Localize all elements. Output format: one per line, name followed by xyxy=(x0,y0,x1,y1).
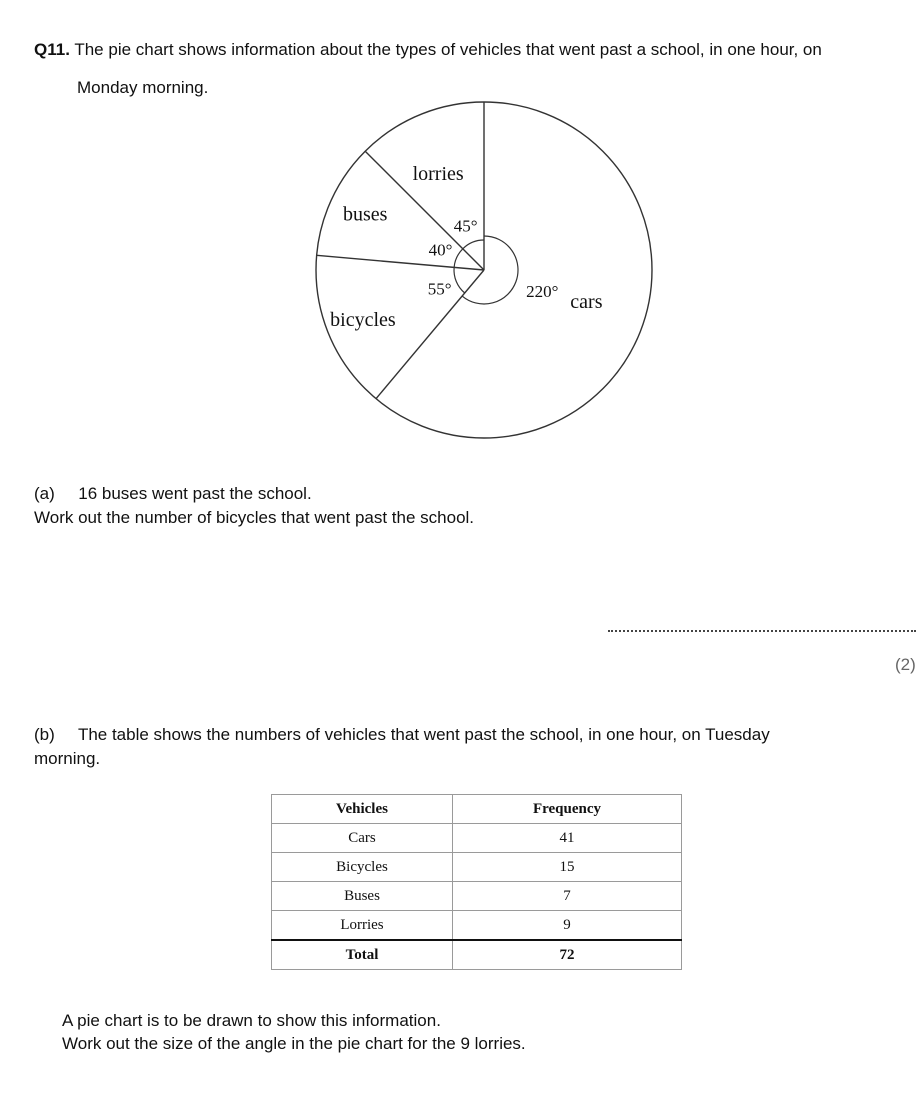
vehicle-cell: Lorries xyxy=(272,911,453,941)
answer-line-a[interactable] xyxy=(608,630,916,632)
frequency-cell: 41 xyxy=(453,824,682,853)
total-value-cell: 72 xyxy=(453,940,682,970)
angle-label-buses: 40° xyxy=(428,240,453,260)
table-total-row xyxy=(272,940,682,970)
frequency-table xyxy=(271,794,682,970)
frequency-cell: 15 xyxy=(453,853,682,882)
frequency-cell: 9 xyxy=(453,911,682,941)
angle-arc-bicycles xyxy=(454,267,465,293)
header-vehicles: Vehicles xyxy=(272,795,453,824)
angle-label-cars: 220° xyxy=(526,282,559,302)
table-header-row xyxy=(272,795,682,824)
table-row xyxy=(272,824,682,853)
table-row xyxy=(272,911,682,941)
angle-label-lorries: 45° xyxy=(453,216,478,236)
slice-label-cars: cars xyxy=(570,291,603,314)
part-b-line3: A pie chart is to be drawn to show this information. xyxy=(62,1011,441,1030)
question-intro-line1: The pie chart shows information about the types of vehicles that went past a school, in one hour, on xyxy=(74,40,822,59)
table-row xyxy=(272,853,682,882)
part-b-label: (b) xyxy=(34,725,55,744)
slice-label-bicycles: bicycles xyxy=(330,309,396,332)
part-a-line2: Work out the number of bicycles that went past the school. xyxy=(34,508,475,527)
header-frequency: Frequency xyxy=(453,795,682,824)
question-intro-line2: Monday morning. xyxy=(77,78,209,97)
slice-label-buses: buses xyxy=(343,203,388,226)
part-b-line2: morning. xyxy=(34,749,101,768)
angle-arc-buses xyxy=(454,249,463,268)
angle-arc-lorries xyxy=(463,240,484,249)
part-a-label: (a) xyxy=(34,484,55,503)
slice-label-lorries: lorries xyxy=(412,162,464,185)
table-row xyxy=(272,882,682,911)
pie-slices xyxy=(316,102,652,438)
frequency-cell: 7 xyxy=(453,882,682,911)
marks-a: (2) xyxy=(895,655,916,674)
part-a-text1: 16 buses went past the school. xyxy=(78,484,312,503)
vehicle-cell: Cars xyxy=(272,824,453,853)
angle-label-bicycles: 55° xyxy=(427,279,452,299)
part-b-line4: Work out the size of the angle in the pie chart for the 9 lorries. xyxy=(62,1034,526,1053)
angle-arc-cars xyxy=(462,236,518,304)
part-a-line1 xyxy=(34,484,312,504)
slice-boundary-bicycles xyxy=(317,255,484,270)
angle-labels xyxy=(428,217,559,302)
pie-labels xyxy=(330,163,603,331)
total-label-cell: Total xyxy=(272,940,453,970)
part-b-line1 xyxy=(34,725,770,745)
question-intro xyxy=(34,40,822,60)
vehicle-cell: Buses xyxy=(272,882,453,911)
question-number: Q11. xyxy=(34,40,70,59)
pie-chart xyxy=(300,90,660,450)
part-b-text1: The table shows the numbers of vehicles that went past the school, in one hour, on Tuesday xyxy=(77,725,770,744)
vehicle-cell: Bicycles xyxy=(272,853,453,882)
